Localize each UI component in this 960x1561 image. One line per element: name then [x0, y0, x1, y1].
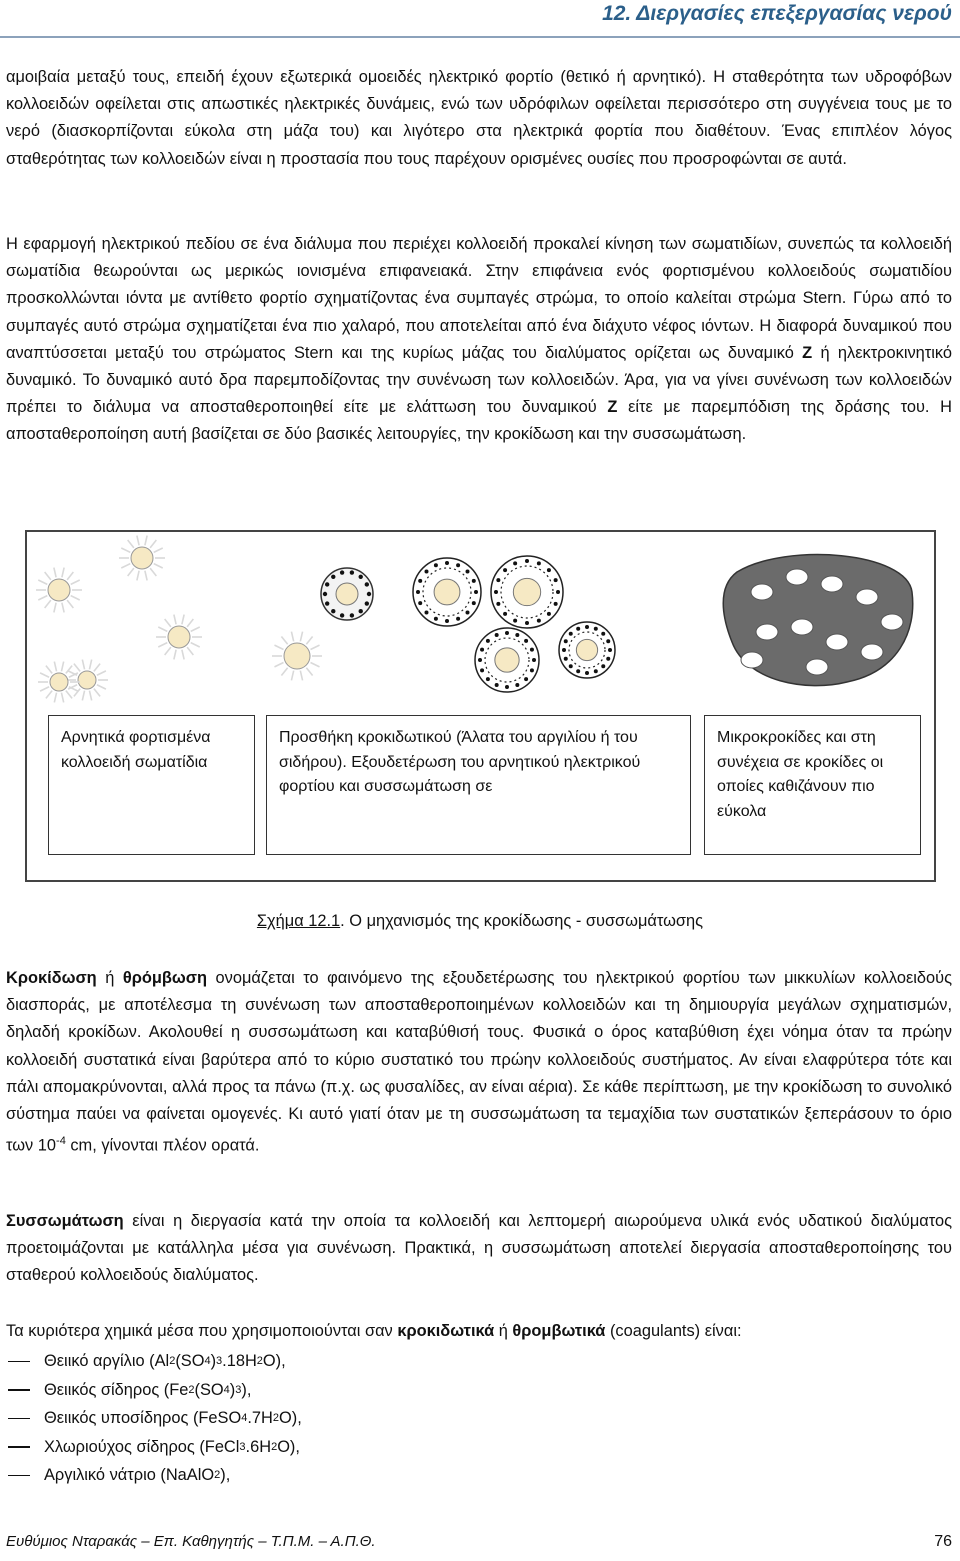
particle-ray [121, 548, 130, 552]
ion-dot [365, 601, 369, 605]
ion-dot [480, 668, 484, 672]
floc-particle [856, 589, 878, 605]
particle-ray [62, 568, 64, 578]
particle-ray [191, 643, 200, 647]
particle-ray [137, 571, 139, 581]
ion-dot [524, 677, 528, 681]
particle-ray [150, 568, 156, 576]
ion-dot [478, 658, 482, 662]
colloid-particle [284, 643, 310, 669]
ion-dot [424, 611, 428, 615]
ion-dot [554, 578, 558, 582]
ion-dot [601, 664, 605, 668]
ion-dot [515, 633, 519, 637]
ion-dot [340, 570, 344, 574]
particle-ray [300, 671, 302, 681]
header-rule [0, 36, 960, 38]
colloid-particle [434, 579, 460, 605]
particle-ray [38, 596, 47, 600]
particle-ray [174, 650, 176, 660]
list-item: Θειικό αργίλιο (Al 2 (SO 4 ) 3 .18H 2 O), [6, 1347, 302, 1376]
ion-dot [418, 579, 422, 583]
ion-dot [424, 569, 428, 573]
particle-ray [158, 627, 167, 631]
particle-ray [89, 660, 91, 670]
particle-ray [154, 548, 163, 552]
particle-ray [128, 540, 134, 548]
floc-particle [741, 652, 763, 668]
coagulant-list [6, 1347, 302, 1490]
particle-ray [187, 647, 193, 655]
particle-ray [54, 568, 56, 578]
floc-particle [791, 619, 813, 635]
ion-dot [525, 559, 529, 563]
particle-ray [300, 632, 302, 642]
ion-dot [608, 648, 612, 652]
ion-dot [576, 627, 580, 631]
colloid-particle [168, 626, 190, 648]
ion-dot [323, 592, 327, 596]
ion-dot [564, 657, 568, 661]
ion-dot [480, 648, 484, 652]
ion-dot [569, 632, 573, 636]
particle-ray [45, 600, 51, 608]
ion-dot [606, 657, 610, 661]
particle-ray [67, 600, 73, 608]
particle-ray [71, 580, 80, 584]
particle-ray [46, 666, 52, 674]
floc-particle [751, 584, 773, 600]
particle-ray [97, 685, 106, 689]
list-item: Αργιλικό νάτριο (NaAlO 2 ), [6, 1461, 302, 1490]
ion-dot [445, 561, 449, 565]
particle-ray [182, 650, 184, 660]
ion-dot [466, 611, 470, 615]
particle-ray [281, 636, 287, 644]
ion-dot [486, 639, 490, 643]
particle-ray [82, 660, 84, 670]
ion-dot [325, 582, 329, 586]
particle-ray [274, 663, 283, 667]
ion-dot [503, 568, 507, 572]
footer-author: Ευθύμιος Νταρακάς – Επ. Καθηγητής – Τ.Π.Μ. – Α.Π.Θ. [6, 1533, 376, 1550]
ion-dot [537, 619, 541, 623]
particle-ray [121, 564, 130, 568]
paragraph-coagulation: Κροκίδωση ή θρόμβωση ονομάζεται το φαινόμενο της εξουδετέρωσης του ηλεκτρικού φορτίου των μικκυλίων κολλοειδούς διασποράς, με αποτέλεσμα τη συνένωση των αποσταθεροποιημένων κολλοειδών και τη δημιουργία μεγάλων σχηματισμών, δηλαδή κροκίδων. Ακολουθεί η συσσωμάτωση και καταβύθισή τους. Φυσικά ο όρος καταβύθιση έχει νόημα όταν τα πρώην κολλοειδή συστατικά είναι βαρύτερα από το κύριο συστατικό του πρώην κολλοειδούς συστήματος. Αν είναι ελαφρύτερα τότε και πάλι απομακρύνονται, αλλά προς τα πάνω (π.χ. ως φυσαλίδες, αν είναι αέρια). Σε κάθε περίπτωση, με την κροκίδωση το συνολικό σύστημα παύει να φαίνεται ομογενές. Κι αυτό γιατί όταν με τη συσσωμάτωση τα τεμαχίδια των συστατικών ξεπεράσουν το όριο των $10^{-4}$ cm, γίνονται πλέον ορατά. [6, 969, 952, 1155]
ion-dot [547, 568, 551, 572]
ion-dot [525, 621, 529, 625]
colloid-particle [336, 583, 358, 605]
list-item: Θειικός σίδηρος (Fe 2 (SO 4 ) 3 ), [6, 1376, 302, 1405]
particle-ray [67, 572, 73, 580]
ion-dot [350, 613, 354, 617]
particle-ray [54, 662, 56, 672]
ion-dot [505, 685, 509, 689]
colloid-particle [495, 648, 519, 672]
colloid-particle [576, 639, 597, 660]
floc-particle [756, 624, 778, 640]
ion-dot [547, 612, 551, 616]
ion-dot [495, 683, 499, 687]
ion-dot [594, 627, 598, 631]
ion-dot [359, 609, 363, 613]
running-header: 12. Διεργασίες επεξεργασίας νερού [602, 2, 952, 25]
ion-dot [418, 601, 422, 605]
particle-ray [128, 568, 134, 576]
colloid-particle [48, 579, 70, 601]
particle-ray [94, 689, 100, 697]
dash-bullet [8, 1389, 30, 1391]
ion-dot [513, 619, 517, 623]
floc-particle [821, 576, 843, 592]
particle-ray [274, 645, 283, 649]
ion-dot [445, 619, 449, 623]
ion-dot [576, 669, 580, 673]
ion-dot [331, 575, 335, 579]
particle-ray [165, 619, 171, 627]
ion-dot [434, 563, 438, 567]
ion-dot [496, 602, 500, 606]
ion-dot [434, 617, 438, 621]
list-item: Χλωριούχος σίδηρος (FeCl 3 .6H 2 O), [6, 1433, 302, 1462]
particle-ray [137, 536, 139, 546]
colloid-particle [78, 671, 96, 689]
coagulation-figure [25, 530, 936, 882]
particle-ray [45, 572, 51, 580]
ion-dot [606, 639, 610, 643]
particle-ray [281, 668, 287, 676]
paragraph-flocculation: Συσσωμάτωση είναι η διεργασία κατά την οποία τα κολλοειδή και λεπτομερή αιωρούμενα υλικά ενός υδατικού διαλύματος προετοιμάζονται με κατάλληλα μέσα για συνένωση. Πρακτικά, η συσσωμάτωση αποτελεί διεργασία αποσταθεροποίησης του σταθερού κολλοειδούς διαλύματος. [6, 1212, 952, 1285]
ion-dot [585, 625, 589, 629]
ion-dot [530, 648, 534, 652]
ion-dot [325, 601, 329, 605]
dash-bullet [8, 1475, 30, 1477]
particle-ray [54, 603, 56, 613]
particle-ray [311, 663, 320, 667]
particle-ray [61, 693, 63, 703]
particle-ray [74, 664, 80, 672]
ion-dot [340, 613, 344, 617]
particle-ray [62, 603, 64, 613]
particle-ray [187, 619, 193, 627]
particle-ray [40, 687, 49, 691]
list-item: Θειικός υποσίδηρος (FeSO 4 .7H 2 O), [6, 1404, 302, 1433]
colloid-particle [131, 547, 153, 569]
dash-bullet [8, 1446, 30, 1448]
ion-dot [505, 631, 509, 635]
caption-box-particles: Αρνητικά φορτισμένα κολλοειδή σωματίδια [48, 715, 255, 855]
particle-ray [89, 691, 91, 701]
ion-dot [466, 569, 470, 573]
ion-dot [594, 669, 598, 673]
ion-dot [503, 612, 507, 616]
dash-bullet [8, 1418, 30, 1420]
particle-ray [311, 645, 320, 649]
particle-ray [150, 540, 156, 548]
particle-ray [182, 615, 184, 625]
ion-dot [472, 601, 476, 605]
ion-dot [416, 590, 420, 594]
ion-dot [554, 602, 558, 606]
particle-ray [66, 691, 72, 699]
floc-particle [826, 634, 848, 650]
particle-ray [291, 632, 293, 642]
ion-dot [456, 563, 460, 567]
ion-dot [569, 664, 573, 668]
particle-ray [82, 691, 84, 701]
colloid-particle [50, 673, 68, 691]
particle-ray [71, 596, 80, 600]
floc-particle [881, 614, 903, 630]
particle-ray [61, 662, 63, 672]
paragraph-zeta-potential: Η εφαρμογή ηλεκτρικού πεδίου σε ένα διάλυμα που περιέχει κολλοειδή προκαλεί κίνηση των σωματιδίων, συνεπώς τα κολλοειδή σωματίδια θεωρούνται ως μερικώς ιονισμένα επιφανειακά. Στην επιφάνεια ενός φορτισμένου κολλοειδούς σωματιδίου προσκολλώνται ιόντα με αντίθετο φορτίο σχηματίζοντας ένα συμπαγές στρώμα, το οποίο καλείται στρώμα Stern. Γύρω από το συμπαγές αυτό στρώμα σχηματίζεται ένα πιο χαλαρό, που αποτελείται από ένα διάχυτο νέφος ιόντων. Η διαφορά δυναμικού που αναπτύσσεται μεταξύ του στρώματος Stern και της κυρίως μάζας του διαλύματος ορίζεται ως δυναμικό Z ή ηλεκτροκινητικό δυναμικό. Το δυναμικό αυτό δρα παρεμποδίζοντας την συνένωση των κολλοειδών. Άρα, για να γίνει συνένωση των κολλοειδών πρέπει το διάλυμα να αποσταθεροποιηθεί είτε με ελάττωση του δυναμικού Z είτε με παρεμπόδιση της δράσης του. Η αποσταθεροποίηση αυτή βασίζεται σε δύο βασικές λειτουργίες, την κροκίδωση και την συσσωμάτωση. [6, 235, 952, 444]
figure-caption: Σχήμα 12.1. Ο μηχανισμός της κροκίδωσης - συσσωμάτωσης [256, 912, 704, 930]
ion-dot [367, 592, 371, 596]
dash-bullet [8, 1361, 30, 1363]
ion-dot [495, 633, 499, 637]
particle-ray [40, 673, 49, 677]
ion-dot [515, 683, 519, 687]
page-number: 76 [934, 1533, 952, 1550]
caption-box-flocs: Μικροκροκίδες και στη συνέχεια σε κροκίδες οι οποίες καθιζάνουν πιο εύκολα [704, 715, 921, 855]
ion-dot [530, 668, 534, 672]
ion-dot [331, 609, 335, 613]
ion-dot [556, 590, 560, 594]
caption-box-coagulant: Προσθήκη κροκιδωτικού (Άλατα του αργιλίου ή του σιδήρου). Εξουδετέρωση του αρνητικού ηλεκτρικού φορτίου και συσσωμάτωση σε [266, 715, 691, 855]
ion-dot [486, 677, 490, 681]
particle-ray [165, 647, 171, 655]
particle-ray [54, 693, 56, 703]
ion-dot [601, 632, 605, 636]
ion-dot [365, 582, 369, 586]
floc-particle [786, 569, 808, 585]
ion-dot [532, 658, 536, 662]
particle-ray [291, 671, 293, 681]
ion-dot [585, 671, 589, 675]
particle-ray [174, 615, 176, 625]
zeta-symbol: Z [607, 398, 618, 417]
paragraph-coagulants-intro: Τα κυριότερα χημικά μέσα που χρησιμοποιούνται σαν κροκιδωτικά ή θρομβωτικά (coagulants) είναι: [6, 1322, 742, 1340]
ion-dot [494, 590, 498, 594]
particle-ray [154, 564, 163, 568]
particle-ray [46, 691, 52, 699]
particle-ray [145, 571, 147, 581]
zeta-symbol: Z [802, 343, 813, 362]
ion-dot [564, 639, 568, 643]
ion-dot [359, 575, 363, 579]
particle-ray [94, 664, 100, 672]
particle-ray [191, 627, 200, 631]
particle-ray [306, 668, 312, 676]
ion-dot [562, 648, 566, 652]
ion-dot [472, 579, 476, 583]
ion-dot [513, 561, 517, 565]
particle-ray [158, 643, 167, 647]
ion-dot [524, 639, 528, 643]
ion-dot [496, 578, 500, 582]
particle-ray [97, 671, 106, 675]
floc-particle [861, 644, 883, 660]
particle-ray [145, 536, 147, 546]
colloid-particle [513, 578, 540, 605]
ion-dot [474, 590, 478, 594]
paragraph-colloid-stability: αμοιβαία μεταξύ τους, επειδή έχουν εξωτερικά ομοειδές ηλεκτρικό φορτίο (θετικό ή αρνητικό). Η σταθερότητα των υδροφόβων κολλοειδών οφείλεται στις απωστικές ηλεκτρικές δυνάμεις, ενώ των υδρόφιλων οφείλεται περισσότερο στη συγγένεια τους με το νερό (διασκορπίζονται εύκολα στη μάζα του) και λιγότερο στα ηλεκτρικά φορτία που διαθέτουν. Ένας επιπλέον λόγος σταθερότητας των κολλοειδών είναι η προστασία που τους παρέχουν ορισμένες ουσίες που προσροφώνται σε αυτά. [6, 68, 952, 168]
ion-dot [537, 561, 541, 565]
ion-dot [350, 570, 354, 574]
floc-particle [806, 659, 828, 675]
particle-ray [306, 636, 312, 644]
ion-dot [456, 617, 460, 621]
particle-ray [38, 580, 47, 584]
